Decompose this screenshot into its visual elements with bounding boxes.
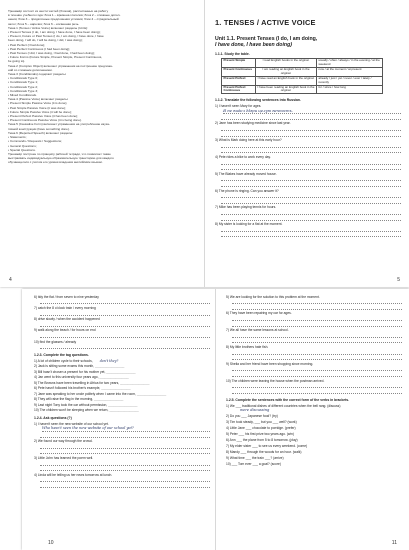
table-cell: Present Perfect Continuous [222, 85, 256, 94]
unit-title: Unit 1.1. Present Tenses (I do, I am doing, [215, 36, 318, 42]
text-line: обучающегося с учётом его уровня владения английским языком. [8, 160, 103, 165]
exercise-title: 1.2.5. Complete the sentences with the correct form of the verbs in brackets. [226, 397, 350, 402]
text-line: в течение учебного года: блок 1 – времена глаголов; блок 2 – сложные допол- [8, 13, 121, 18]
handwritten-answer: Я не видел Мэри целую вечность. [223, 108, 401, 114]
list-item: 8) drive slowly / when the accident happened [34, 317, 100, 322]
fill-item: 10) ___ Tom ever ___ a goal? (score) [226, 461, 281, 466]
answer-line [221, 232, 401, 238]
text-line: • Past Perfect Continuous (I had been doing); [8, 46, 71, 51]
answer-blank: ________________ [107, 402, 138, 407]
text-line: • Past Perfect (I had done); [8, 42, 46, 47]
bottom-spread [22, 289, 409, 550]
sentence: 6) The phone is ringing. Can you answer it? [215, 188, 279, 193]
tag-question [34, 364, 210, 368]
table-cell: already / just / yet / never / ever / lately / recently [316, 76, 382, 85]
page-10 [22, 289, 215, 550]
answer-line [40, 466, 210, 472]
answer-line [40, 482, 210, 488]
text-line: ний со сложным дополнением. [8, 67, 53, 72]
answer-line [232, 338, 402, 344]
table-cell: I have been reading an English book in the original. [256, 85, 317, 94]
list-item: 9) Sheila and her friend have been shopping since morning. [226, 361, 314, 366]
text-line: залог; блок 5 – наречия; блок 6 – косвенная речь. [8, 21, 80, 26]
answer-blank: ________________ [108, 408, 139, 413]
question-item: 4) Linda will be telling us her news tomorrow at lunch. [34, 472, 113, 477]
exercise-title: 1.2.4. Ask questions (?) [34, 416, 72, 421]
question-item: 2) We found our way through the crowd. [34, 439, 93, 444]
list-item: 5) We are looking for the solution to this problem at the moment. [226, 294, 320, 299]
tag-question-text: 6) Pete hasn't followed his brother's example, [34, 386, 101, 391]
page-number: 5 [397, 277, 400, 283]
answer-blank: ________________ [100, 386, 131, 391]
table-row [222, 58, 383, 67]
answer-line [232, 371, 402, 377]
tag-question [34, 370, 210, 374]
sentence: 4) Pete rides a bike to work every day. [215, 154, 271, 159]
answer-line [232, 321, 402, 327]
table-cell: I am reading an English book in the original. [256, 67, 317, 76]
table-cell: usually / often / always / in the evening / at the weekend [316, 58, 382, 67]
text-line: • Conditionals Type 2; [8, 84, 38, 89]
tag-question-text: 9) Last night Tony took the car without permission, [34, 402, 108, 407]
sentence: 8) My sister is looking for a flat at the moment. [215, 222, 283, 227]
text-line: выстраивать индивидуальную образовательную траекторию для каждого [8, 156, 114, 161]
ask-questions [34, 422, 210, 488]
tag-question [34, 392, 210, 396]
page-5 [205, 0, 409, 287]
tag-question [34, 386, 210, 390]
text-line: тивной конструкции (have something done). [8, 126, 70, 131]
tag-question-text: 8) They will raise the flag in the morning, [34, 397, 94, 402]
fill-item: 9) What time ___ the train ___? (arrive) [226, 455, 284, 460]
tag-question-text: 5) The Browns have been travelling in Africa for two years, [34, 380, 120, 385]
text-line: • Special Questions. [8, 147, 36, 152]
text-line: • Past Tenses (I did, I was doing, I had done, I had been doing); [8, 51, 95, 56]
list-item: 10) The children were leaving the house when the postman arrived. [226, 378, 325, 383]
answer-line [221, 131, 401, 137]
text-line: нения; блок 3 – придаточные предложения условия; блок 4 – страдательный [8, 17, 119, 22]
table-row [222, 85, 383, 94]
list-item: 9) walk along the beach / for hours on end [34, 328, 96, 333]
fill-item: 3) Tim took steady, ___ but you ___ well? (work) [226, 419, 297, 424]
answer-line [221, 181, 401, 187]
list-item: 7) We all have the same lessons at school. [226, 328, 289, 333]
answer-blank: ________________ [94, 364, 125, 369]
text-line: • Present Perfect Passive Voice (it has been done); [8, 114, 79, 119]
text-line: Тема 3 (Conditionals) содержит разделы: [8, 72, 67, 77]
text-line: • Commands / Requests / Suggestions; [8, 139, 62, 144]
text-line: • Conditionals Type 1; [8, 80, 38, 85]
table-row [222, 67, 383, 76]
fill-item: 5) Peter ___ his first prize two years ago. (win) [226, 431, 294, 436]
tag-question-text: 10) The children won't be sleeping when we return, [34, 408, 109, 413]
table-row [222, 76, 383, 85]
list-item: 8) My little brothers hate fish. [226, 344, 269, 349]
tense-table [221, 58, 383, 95]
answer-blank: ________________ [119, 380, 150, 385]
answer-line [232, 355, 402, 361]
text-line: • Future Forms (Future Simple, Present Simple, Present Continuous, [8, 55, 103, 60]
table-cell: Present Simple [222, 58, 256, 67]
text-line: • Conditionals Type 3; [8, 88, 38, 93]
table-cell: now / at the moment / at present [316, 67, 382, 76]
answer-blank: ________________ [135, 391, 167, 396]
list-item: 7) catch the 8 o'clock train / every morning [34, 305, 96, 310]
table-cell: Present Perfect [222, 76, 256, 85]
answer-line [40, 333, 210, 339]
table-cell: I have read an English book in the original. [256, 76, 317, 85]
answer-line [40, 299, 210, 305]
fill-item: 1) We ___ traditional dishes of different countries when the bell rang. (discuss) [226, 403, 341, 408]
answer-blank: ________________ [105, 369, 136, 374]
question-item: 3) Little John has learned the poem well. [34, 455, 94, 460]
text-line: • Present Simple Passive Voice (it is done); [8, 101, 68, 106]
answer-blank: ________________ [93, 397, 124, 402]
intro-text [8, 9, 198, 165]
answer-line [40, 321, 210, 327]
table-cell: for / since / how long [316, 85, 382, 94]
sentence: 3) What is Mark doing here at this early hour? [215, 138, 282, 143]
text-line: Тема 6 (Reported Speech) включает разделы: [8, 130, 74, 135]
table-cell: Present Continuous [222, 67, 256, 76]
tag-question [34, 408, 210, 412]
fill-in-items [226, 404, 402, 466]
page-number: 10 [48, 540, 54, 546]
sentence: 5) The Blakes have already moved house. [215, 171, 277, 176]
text-line: • Past Simple Passive Voice (it was done); [8, 105, 66, 110]
fill-item: 2) Do you ___ Japanese food? (try) [226, 413, 278, 418]
tag-question-text: 3) Bill hasn't chosen a present for his mother yet, [34, 369, 106, 374]
answer-line [221, 215, 401, 221]
list-item: 6) tidy the flat / from seven to nine yesterday [34, 294, 99, 299]
page-4 [0, 0, 204, 287]
answer-line [221, 198, 401, 204]
text-line: • Mixed Conditionals. [8, 93, 37, 98]
tag-question-text: 4) Jan went to this university four years ago, [34, 375, 99, 380]
sentence: 2) Jane has been studying medicine since last year. [215, 121, 291, 126]
text-line: be going to). [8, 59, 26, 64]
table-cell: I read English books in the original. [256, 58, 317, 67]
handwritten-answer: don't they? [98, 358, 119, 363]
page-number: 4 [9, 277, 12, 283]
text-line: • Conditionals Type 0; [8, 76, 38, 81]
text-line: Тема 2 (Complex Object) включает упражнения на построение предложе- [8, 63, 114, 68]
text-line: Тема 1 (Tenses / Active Voice) включает разделы (Units): [8, 25, 89, 30]
tag-question [34, 359, 210, 363]
answer-line [221, 114, 401, 120]
answer-line [40, 432, 210, 438]
unit-title-cont: I have done, I have been doing) [215, 42, 292, 49]
tag-question-text: 7) Jane was speaking to her uncle politely when I came into the room, [34, 391, 136, 396]
exercise-items [226, 295, 402, 394]
text-line: • Present, Future or Past Tenses (I do, I am doing, I have done, I have [8, 34, 104, 39]
answer-line [40, 344, 210, 350]
answer-line [232, 388, 402, 394]
tag-question [34, 375, 210, 379]
answer-blank: ________________ [98, 375, 129, 380]
sentence-list [215, 104, 401, 237]
tag-question-text: 1) A lot of children cycle to their schools, [34, 358, 93, 363]
section-heading: 1. TENSES / ACTIVE VOICE [215, 18, 316, 27]
tag-question-text: 2) Jack is sitting some exams this month, [34, 364, 95, 369]
exercise-title: 1.2.3. Complete the tag questions. [34, 353, 89, 358]
question-item: 1) I haven't seen the new website of our school yet. [34, 422, 109, 427]
answer-line [40, 449, 210, 455]
exercise-items [34, 295, 210, 350]
fill-item: 8) Mandy ___ through the woods for an hour. (walk) [226, 449, 302, 454]
page-11 [216, 289, 409, 550]
text-line: been doing, I will do, I will be doing, I did, I was doing); [8, 38, 83, 43]
tag-question [34, 381, 210, 385]
exercise-title: 1.1.1. Study the table. [215, 51, 250, 56]
text-line: • Future Simple Passive Voice (it will be done); [8, 109, 72, 114]
tag-questions [34, 359, 210, 413]
answer-line [40, 310, 210, 316]
sentence: 7) Mike has been playing tennis for hours. [215, 205, 277, 210]
text-line: • Present Tenses (I do, I am doing, I have done, I have been doing); [8, 30, 101, 35]
list-item: 10) find the glasses / already [34, 339, 77, 344]
answer-line [232, 304, 402, 310]
text-line: Тренажёр построен по принципу рабочей тетради, что позволяет также [8, 151, 111, 156]
text-line: • General Questions; [8, 143, 37, 148]
text-line: • Statements; [8, 135, 27, 140]
tag-question [34, 403, 210, 407]
fill-item: 7) My elder sister ___ to see us every weekend. (come) [226, 443, 308, 448]
handwritten-answer: were discussing [240, 407, 270, 412]
answer-line [221, 165, 401, 171]
fill-item: 6) Ann ___ the plane from 5 to 8 tomorrow. (play) [226, 437, 298, 442]
fill-item: 4) Little Jane ___ chocolate to porridge. (prefer) [226, 425, 296, 430]
exercise-title: 1.1.2. Translate the following sentences into Russian. [215, 98, 301, 103]
text-line: • Present Continuous Passive Voice (it is being done). [8, 118, 82, 123]
page-number: 11 [391, 540, 397, 546]
answer-line [221, 148, 401, 154]
tag-question [34, 397, 210, 401]
text-line: Тема 5 (Causative Form) включает упражнения на употребление кауза- [8, 122, 110, 127]
text-line: Тема 4 (Passive Voice) включает разделы: [8, 97, 69, 102]
text-line: Тренажёр состоит из шести частей (блоков), рассчитанных на работу [8, 9, 109, 13]
sentence: 1) I haven't seen Mary for ages. [215, 104, 262, 109]
handwritten-answer: Who hasn't seen the new website of our school yet? [42, 426, 210, 432]
list-item: 6) They have been repairing my car for ages. [226, 311, 292, 316]
